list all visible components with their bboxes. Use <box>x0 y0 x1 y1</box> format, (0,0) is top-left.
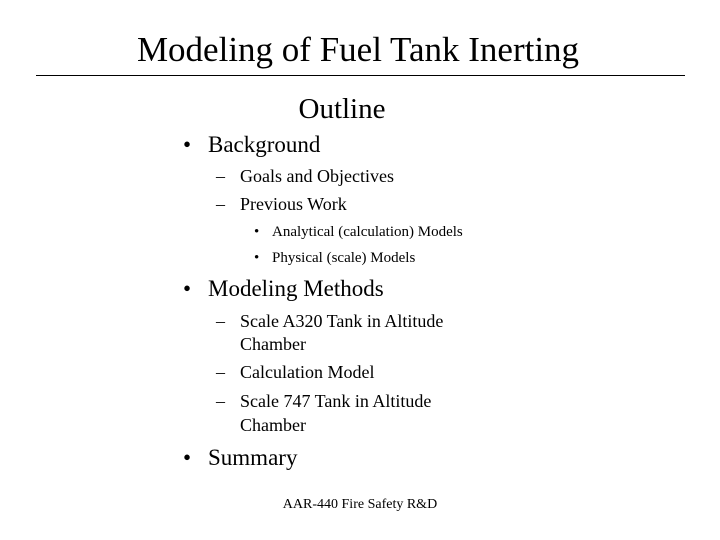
dash-icon: – <box>216 311 225 331</box>
bullet-icon: • <box>183 445 192 470</box>
section-background: Background <box>208 132 321 157</box>
section-modeling-methods: Modeling Methods <box>208 276 384 301</box>
dash-icon: – <box>216 391 225 411</box>
bullet-icon: • <box>183 276 192 301</box>
bullet-icon: • <box>254 224 260 240</box>
outline-heading: Outline <box>298 93 386 125</box>
dash-icon: – <box>216 166 225 186</box>
item-scale-a320-tank: Scale A320 Tank in Altitude <box>240 311 444 331</box>
bullet-icon: • <box>254 250 260 266</box>
item-scale-a320-tank-continuation: Chamber <box>240 334 306 354</box>
slide-title: Modeling of Fuel Tank Inerting <box>136 30 580 69</box>
subitem-physical-models: Physical (scale) Models <box>272 250 416 266</box>
item-scale-747-tank-continuation: Chamber <box>240 415 306 435</box>
item-calculation-model: Calculation Model <box>240 362 375 382</box>
item-goals-and-objectives: Goals and Objectives <box>240 166 394 186</box>
section-summary: Summary <box>208 445 298 470</box>
dash-icon: – <box>216 362 225 382</box>
footer-text: AAR-440 Fire Safety R&D <box>282 497 438 512</box>
item-previous-work: Previous Work <box>240 194 347 214</box>
item-scale-747-tank: Scale 747 Tank in Altitude <box>240 391 432 411</box>
dash-icon: – <box>216 194 225 214</box>
bullet-icon: • <box>183 132 192 157</box>
title-divider <box>36 75 685 76</box>
subitem-analytical-models: Analytical (calculation) Models <box>272 224 463 240</box>
